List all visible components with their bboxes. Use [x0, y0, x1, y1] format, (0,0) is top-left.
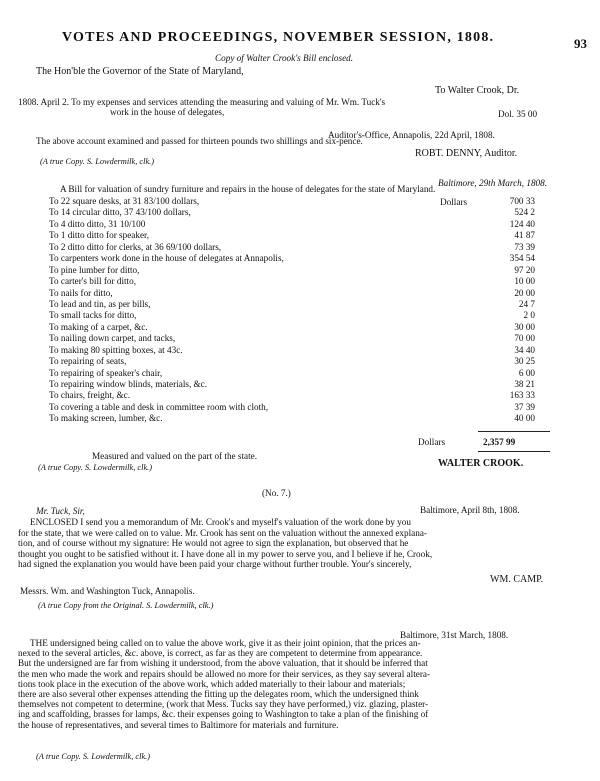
bill-item-amount: 73 39 [514, 241, 535, 252]
bill-item-row [49, 333, 579, 344]
bill-item-row [49, 310, 579, 321]
bill-item-amount: 6 00 [518, 367, 535, 378]
bill-item-amount: 30 25 [514, 356, 535, 367]
bill-item-amount: 2 0 [523, 310, 535, 321]
bill-item-row [49, 219, 579, 230]
page-title: VOTES AND PROCEEDINGS, NOVEMBER SESSION, 1808. [62, 30, 495, 45]
bill-item-row [49, 207, 579, 218]
bill-item-amount: 37 39 [514, 401, 535, 412]
bill-item-amount: 41 87 [514, 230, 535, 241]
bill-item-label: To carter's bill for ditto, [49, 276, 136, 287]
camp-signature: WM. CAMP. [490, 574, 544, 585]
bill-item-amount: 40 00 [514, 413, 535, 424]
statement-body [18, 638, 578, 730]
bill-item-label: To repairing of seats, [49, 356, 127, 367]
letter-dateline: Baltimore, April 8th, 1808. [420, 505, 520, 515]
true-copy-note-3: (A true Copy from the Original. S. Lowdermilk, clk.) [38, 601, 214, 610]
bill-item-amount: 700 33 [509, 196, 535, 206]
furniture-bill-title: A Bill for valuation of sundry furniture and repairs in the house of delegates for the state of Maryland. [60, 184, 436, 194]
bill-items-list [49, 196, 579, 425]
bill-item-label: To repairing of speaker's chair, [49, 367, 163, 378]
bill-item-row [49, 242, 579, 253]
statement-line: ing and scaffolding, brasses for lamps, &c. their expenses going to Washington to take a plan of the finishing of [18, 709, 429, 720]
bill-item-label: To covering a table and desk in committee room with cloth, [49, 401, 269, 412]
bill-item-label: To nails for ditto, [49, 287, 113, 298]
furniture-bill-dateline: Baltimore, 29th March, 1808. [438, 178, 548, 188]
crook-bill-to-line: To Walter Crook, Dr. [435, 85, 520, 96]
bill-item-row [49, 413, 579, 424]
bill-item-amount: 10 00 [514, 276, 535, 287]
currency-label: Dollars [440, 197, 468, 207]
bill-item-amount: 163 33 [509, 390, 535, 401]
statement-line: nexed to the several articles, &c. above, is correct, as far as they are competent to determine from appearance. [18, 648, 423, 659]
crook-signature: WALTER CROOK. [438, 458, 524, 469]
bill-item-label: To making of a carpet, &c. [49, 321, 148, 332]
letter-body [18, 517, 578, 570]
bill-item-label: To making 80 spitting boxes, at 43c. [49, 344, 183, 355]
true-copy-note-1: (A true Copy. S. Lowdermilk, clk.) [40, 157, 155, 166]
bill-item-amount: 30 00 [514, 321, 535, 332]
bill-item-amount: 38 21 [514, 379, 535, 389]
statement-line: the house of representatives, and several times to Baltimore for materials and furniture. [18, 719, 339, 730]
statement-dateline: Baltimore, 31st March, 1808. [400, 630, 509, 640]
statement-line: the men who made the work and repairs should be allowed no more for their services, as they say several altera- [18, 668, 431, 679]
total-label: Dollars [418, 437, 446, 447]
statement-line: there are also several other expenses attending the fitting up the delegates room, which the undersigned think [18, 689, 419, 700]
bill-item-amount: 524 2 [514, 207, 535, 218]
document-number: (No. 7.) [262, 488, 291, 498]
statement-line: But the undersigned are far from wishing it understood, from the above valuation, that it should be inferred that [18, 658, 428, 669]
bill-item-amount: 20 00 [514, 287, 535, 298]
auditor-signature: ROBT. DENNY, Auditor. [415, 148, 518, 159]
bill-item-row [49, 253, 579, 264]
bill-item-label: To 14 circular ditto, 37 43/100 dollars, [49, 207, 191, 218]
bill-item-amount: 34 40 [514, 344, 535, 355]
letter-line: for the state, that we were called on to value. Mr. Crook has sent on the valuation without the annexed explana- [18, 527, 427, 538]
true-copy-note-2: (A true Copy. S. Lowdermilk, clk.) [38, 463, 153, 472]
bill-item-label: To small tacks for ditto, [49, 310, 137, 321]
bill-item-row [49, 265, 579, 276]
crook-bill-entry-line2: work in the house of delegates, [110, 107, 225, 117]
auditor-office-line: Auditor's-Office, Annapolis, 22d April, 1808. [328, 130, 495, 140]
bill-item-row [49, 345, 579, 356]
statement-line: tions took place in the execution of the above work, which added materially to their labour and materials; [18, 678, 406, 689]
auditor-passed-line: The above account examined and passed for thirteen pounds two shillings and six-pence. [36, 136, 363, 146]
bill-item-amount: 70 00 [514, 333, 535, 344]
letter-salutation: Mr. Tuck, Sir, [36, 506, 85, 516]
bill-item-label: To pine lumber for ditto, [49, 264, 140, 275]
bill-item-label: To carpenters work done in the house of delegates at Annapolis, [49, 253, 284, 264]
crook-bill-addressee: The Hon'ble the Governor of the State of Maryland, [36, 66, 244, 77]
bill-item-label: To 2 ditto ditto for clerks, at 36 69/100 dollars, [49, 241, 222, 252]
bill-item-label: To lead and tin, as per bills, [49, 298, 151, 309]
total-rule [478, 431, 550, 432]
bill-item-amount: 97 20 [514, 264, 535, 275]
statement-line: THE undersigned being called on to value the above work, give it as their joint opinion, that the prices an- [30, 638, 421, 648]
bill-item-row [49, 390, 579, 401]
bill-item-row [49, 299, 579, 310]
total-underline [478, 451, 550, 452]
letter-line: had signed the explanation you would have been paid your charge without further trouble. Your's sincerely, [18, 559, 412, 570]
letter-line: tion, and of course without my signature: He would not agree to sign the explanation, but observed that he [18, 538, 409, 549]
bill-item-amount: 354 54 [509, 253, 535, 264]
bill-item-row [49, 379, 579, 390]
bill-item-row [49, 288, 579, 299]
crook-bill-entry-line1: 1808. April 2. To my expenses and services attending the measuring and valuing of Mr. Wm. Tuck's [18, 97, 386, 107]
bill-item-label: To 1 ditto ditto for speaker, [49, 230, 150, 241]
crook-bill-entry-amount: Dol. 35 00 [498, 109, 538, 119]
bill-item-row [49, 230, 579, 241]
bill-item-label: To repairing window blinds, materials, &c. [49, 379, 208, 389]
bill-item-label: To nailing down carpet, and tacks, [49, 333, 176, 344]
bill-item-row [49, 368, 579, 379]
letter-recipients: Messrs. Wm. and Washington Tuck, Annapolis. [20, 586, 195, 596]
page-number: 93 [574, 36, 587, 51]
bill-item-row [49, 276, 579, 287]
true-copy-note-4: (A true Copy. S. Lowdermilk, clk.) [36, 752, 151, 761]
bill-item-amount: 24 7 [518, 298, 535, 309]
bill-item-row [49, 402, 579, 413]
bill-item-amount: 124 40 [509, 218, 535, 229]
bill-item-label: To chairs, freight, &c. [49, 390, 130, 401]
bill-item-label: To making screen, lumber, &c. [49, 413, 163, 424]
bill-item-label: To 22 square desks, at 31 83/100 dollars, [49, 196, 200, 206]
crook-bill-caption: Copy of Walter Crook's Bill enclosed. [215, 53, 354, 63]
bill-item-label: To 4 ditto ditto, 31 10/100 [49, 218, 146, 229]
bill-item-row [49, 322, 579, 333]
letter-line: ENCLOSED I send you a memorandum of Mr. Crook's and myself's valuation of the work done by you [30, 517, 411, 527]
bill-item-row [49, 196, 579, 207]
letter-line: thought you ought to be satisfied without it. I have done all in my power to serve you, and I believe if he, Crook, [18, 548, 433, 559]
total-amount: 2,357 99 [483, 437, 516, 447]
bill-item-row [49, 356, 579, 367]
measured-line: Measured and valued on the part of the state. [92, 451, 258, 461]
statement-line: themselves not competent to determine, (work that Mess. Tucks say they have performed,) viz. glazing, plaster- [18, 699, 429, 710]
